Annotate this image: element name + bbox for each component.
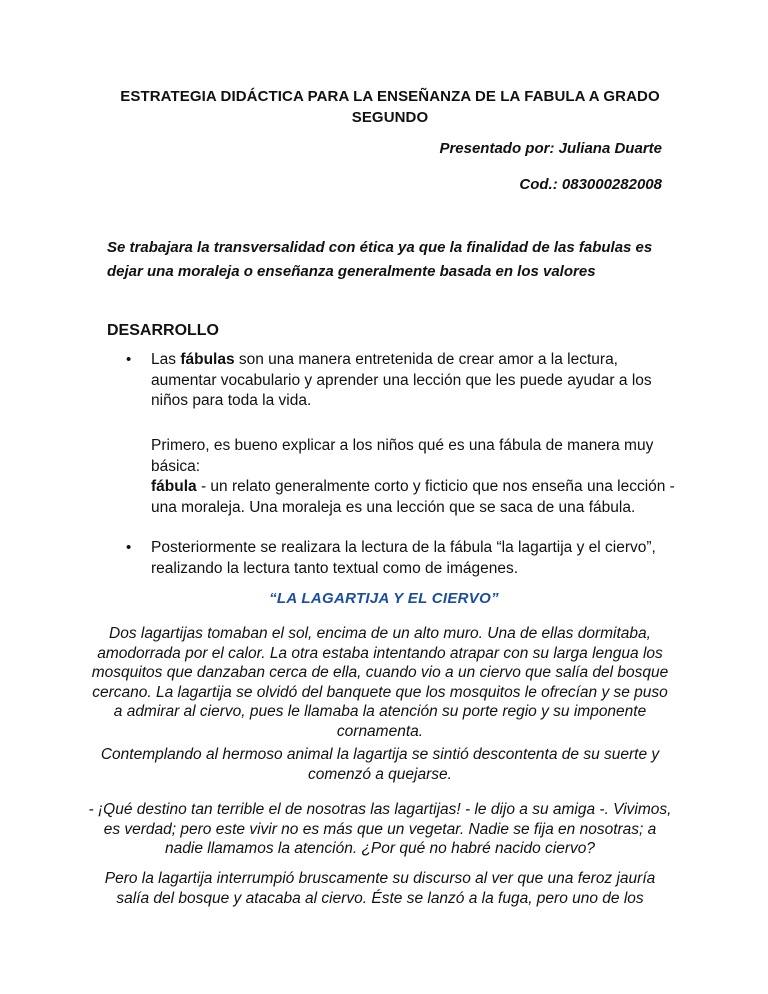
bullet-icon: • <box>126 351 132 368</box>
presenter-line: Presentado por: Juliana Duarte <box>439 140 662 157</box>
definition-intro: Primero, es bueno explicar a los niños qué es una fábula de manera muy básica: <box>151 437 654 475</box>
bullet-icon: • <box>126 539 132 556</box>
definition-text: - un relato generalmente corto y ficticio que nos enseña una lección - una moraleja. Una moraleja es una lección que se saca de una fábula. <box>151 478 675 516</box>
definition-block <box>151 436 676 518</box>
story-paragraph-1: Dos lagartijas tomaban el sol, encima de un alto muro. Una de ellas dormitaba, amodorrada por el calor. La otra estaba intentando atrapar con su larga lengua los mosquitos que danzaban cerca de ella, cuando vio a un ciervo que salía del bosque cercano. La lagartija se olvidó del banquete que los mosquitos le ofrecían y se puso a admirar al ciervo, pues le llamaba la atención su porte regio y su imponente cornamenta. <box>91 625 669 740</box>
bullet-text-pre: Las <box>151 351 181 368</box>
bullet-item-lectura <box>126 538 676 579</box>
definition-term: fábula <box>151 478 197 495</box>
bold-term-fabulas: fábulas <box>180 351 235 368</box>
bullet-text <box>151 350 676 412</box>
section-heading-desarrollo: DESARROLLO <box>107 322 219 339</box>
document-title: ESTRATEGIA DIDÁCTICA PARA LA ENSEÑANZA DE LA FABULA A GRADO SEGUNDO <box>120 88 660 126</box>
definition-line <box>151 477 676 518</box>
story-paragraph-4: Pero la lagartija interrumpió bruscamente su discurso al ver que una feroz jauría salía del bosque y atacaba al ciervo. Éste se lanzó a la fuga, pero uno de los <box>104 870 656 907</box>
story-paragraph-2: Contemplando al hermoso animal la lagartija se sintió descontenta de su suerte y comenzó a quejarse. <box>100 746 660 783</box>
bullet-text: Posteriormente se realizara la lectura de la fábula “la lagartija y el ciervo”, realizando la lectura tanto textual como de imágenes. <box>151 539 656 577</box>
intro-paragraph: Se trabajara la transversalidad con ética ya que la finalidad de las fabulas es dejar una moraleja o enseñanza generalmente basada en los valores <box>107 239 653 280</box>
bullet-text-post: son una manera entretenida de crear amor a la lectura, aumentar vocabulario y aprender una lección que les puede ayudar a los niños para toda la vida. <box>151 351 652 409</box>
student-code: Cod.: 083000282008 <box>519 176 662 193</box>
story-title: “LA LAGARTIJA Y EL CIERVO” <box>269 590 499 607</box>
bullet-item-fabulas <box>126 350 676 412</box>
bullet-subparagraph <box>126 436 676 518</box>
story-paragraph-3: - ¡Qué destino tan terrible el de nosotras las lagartijas! - le dijo a su amiga -. Vivimos, es verdad; pero este vivir no es más que un vegetar. Nadie se fija en nosotras; a nadie llamamos la atención. ¿Por qué no habré nacido ciervo? <box>88 801 672 857</box>
